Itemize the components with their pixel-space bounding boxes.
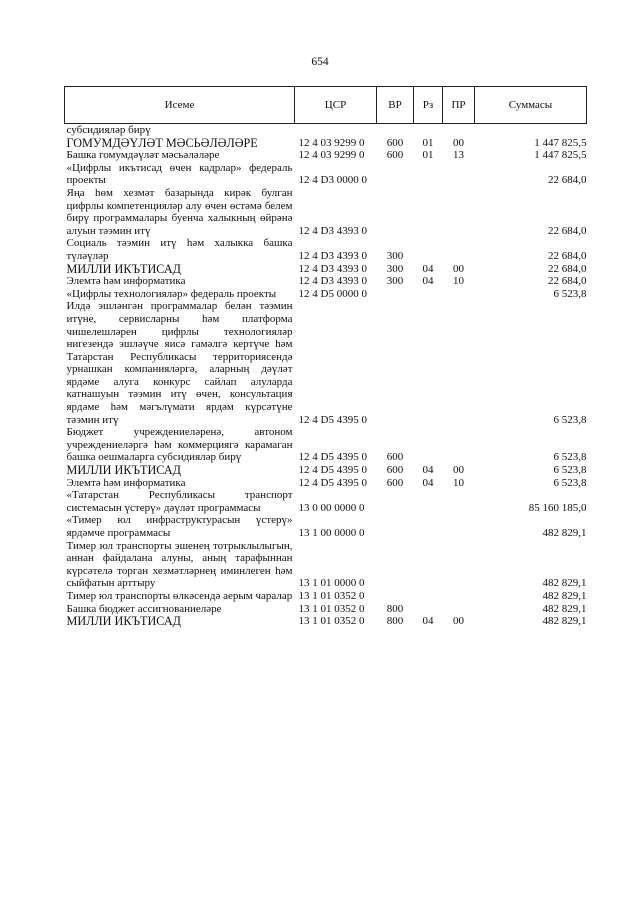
row-pr: 00: [453, 464, 464, 477]
row-rz: [414, 590, 443, 603]
row-csr: 12 4 03 9299 0: [298, 149, 365, 162]
row-pr: [443, 540, 475, 590]
row-vr: 800: [386, 615, 404, 628]
row-vr: 600: [386, 136, 404, 149]
row-name: Башка бюджет ассигнованиеләре: [66, 602, 222, 615]
row-rz: [414, 603, 443, 616]
row-rz: 04: [422, 275, 434, 288]
row-rz: [414, 300, 443, 426]
row-rz: 01: [422, 136, 434, 149]
table-row: [65, 187, 587, 237]
row-csr: 12 4 D5 4395 0: [298, 464, 367, 477]
row-vr: 600: [386, 451, 404, 464]
row-rz: [414, 187, 443, 237]
row-name: Тимер юл транспорты эшенең тотрыклылыгын, аннан файдалана алуны, аның тарафыннан күрсәтелә торган хезмәтләрнең иминлеген һәм сыйфатын арттыру: [66, 539, 293, 590]
row-sum: [475, 124, 587, 137]
row-name: «Цифрлы икътисад өчен кадрлар» федераль проекты: [66, 161, 293, 187]
row-name: Элемтә һәм информатика: [66, 476, 186, 489]
row-csr: 13 1 01 0000 0: [298, 577, 365, 590]
row-sum: 22 684,0: [548, 249, 587, 262]
row-pr: [443, 489, 475, 514]
row-rz: [414, 514, 443, 539]
row-rz: 04: [422, 615, 434, 628]
row-csr: 12 4 D3 4393 0: [298, 262, 367, 275]
row-name: Башка гомумдәүләт мәсьәләләре: [66, 149, 220, 162]
row-csr: 13 1 01 0352 0: [298, 615, 365, 628]
row-vr: [377, 288, 414, 301]
row-sum: 22 684,0: [548, 224, 587, 237]
row-csr: 13 1 00 0000 0: [298, 527, 365, 539]
header-sum: Суммасы: [475, 87, 587, 124]
row-sum: 22 684,0: [548, 174, 587, 187]
row-sum: 482 829,1: [542, 615, 587, 628]
budget-table: [64, 86, 587, 628]
row-rz: [414, 288, 443, 301]
row-csr: 12 4 D5 0000 0: [298, 287, 367, 300]
row-sum: 482 829,1: [542, 527, 587, 539]
header-csr: ЦСР: [295, 87, 377, 124]
row-csr: 12 4 D5 4395 0: [298, 476, 367, 489]
row-vr: 800: [386, 602, 404, 615]
row-sum: 6 523,8: [553, 476, 587, 489]
header-rz: Рз: [414, 87, 443, 124]
row-pr: 00: [453, 615, 464, 628]
table-body: [65, 124, 587, 628]
table-row: [65, 426, 587, 464]
row-pr: [443, 124, 475, 137]
table-row: [65, 288, 587, 301]
row-name: субсидияләр бирү: [66, 124, 151, 136]
row-name: Социаль тәэмин итү һәм халыкка башка түләүләр: [66, 237, 293, 262]
row-sum: 482 829,1: [542, 589, 587, 602]
table-row: [65, 237, 587, 262]
row-pr: [443, 288, 475, 301]
table-row: [65, 615, 587, 628]
row-rz: [414, 124, 443, 137]
header-name: Исеме: [65, 87, 295, 124]
row-name: Элемтә һәм информатика: [66, 275, 186, 288]
header-vr: ВР: [377, 87, 414, 124]
table-header: [65, 87, 587, 124]
row-rz: 04: [422, 476, 434, 489]
row-vr: 600: [386, 476, 404, 489]
row-vr: [377, 489, 414, 514]
row-csr: 13 1 01 0352 0: [298, 602, 365, 615]
row-vr: [377, 300, 414, 426]
row-vr: [377, 590, 414, 603]
table-row: [65, 464, 587, 477]
row-csr: 12 4 D3 0000 0: [298, 174, 367, 187]
row-pr: [443, 426, 475, 464]
page-number: 654: [311, 56, 329, 68]
row-sum: 1 447 825,5: [534, 136, 587, 149]
table-row: [65, 124, 587, 137]
row-vr: [377, 514, 414, 539]
header-pr: ПР: [443, 87, 475, 124]
table-row: [65, 590, 587, 603]
row-csr: 13 1 01 0352 0: [298, 589, 365, 602]
row-csr: 12 4 D5 4395 0: [298, 451, 367, 464]
table-row: [65, 275, 587, 288]
row-rz: 01: [422, 149, 434, 162]
row-rz: 04: [422, 262, 434, 275]
row-sum: 85 160 185,0: [528, 501, 587, 514]
row-vr: [377, 187, 414, 237]
row-pr: [443, 237, 475, 262]
row-sum: 6 523,8: [553, 287, 587, 300]
table-row: [65, 162, 587, 187]
row-name: «Цифрлы технологияләр» федераль проекты: [66, 287, 277, 300]
row-pr: [443, 162, 475, 187]
row-name: Бюджет учреждениеләренә, автоном учреждениеләргә һәм коммерциягә карамаган башка оешмаларга субсидияләр бирү: [66, 426, 293, 464]
row-name: «Тимер юл инфраструктурасын үстерү» ярдәмче программасы: [66, 514, 293, 539]
row-pr: 10: [453, 275, 464, 288]
row-vr: 600: [386, 149, 404, 162]
table-row: [65, 477, 587, 490]
row-vr: [377, 540, 414, 590]
row-csr: [295, 124, 377, 137]
row-pr: [443, 187, 475, 237]
row-rz: [414, 426, 443, 464]
table-row: [65, 514, 587, 539]
row-pr: 00: [453, 262, 464, 275]
row-sum: 1 447 825,5: [534, 149, 587, 162]
table-row: [65, 489, 587, 514]
row-csr: 12 4 D5 4395 0: [298, 413, 367, 426]
row-pr: [443, 300, 475, 426]
row-vr: 300: [386, 249, 404, 262]
row-rz: 04: [422, 464, 434, 477]
row-pr: [443, 603, 475, 616]
table-row: [65, 540, 587, 590]
row-csr: 13 0 00 0000 0: [298, 501, 365, 514]
table-row: [65, 300, 587, 426]
row-csr: 12 4 D3 4393 0: [298, 275, 367, 288]
row-vr: [377, 124, 414, 137]
row-name: Тимер юл транспорты өлкәсендә аерым чаралар: [66, 589, 293, 602]
row-csr: 12 4 D3 4393 0: [298, 249, 367, 262]
row-pr: [443, 590, 475, 603]
row-name: «Татарстан Республикасы транспорт системасын үстерү» дәүләт программасы: [66, 489, 293, 514]
table-row: [65, 149, 587, 162]
row-vr: 300: [386, 275, 404, 288]
table-row: [65, 137, 587, 150]
row-sum: 22 684,0: [548, 262, 587, 275]
row-sum: 482 829,1: [542, 577, 587, 590]
row-pr: 10: [453, 476, 464, 489]
row-sum: 6 523,8: [553, 451, 587, 464]
row-sum: 482 829,1: [542, 602, 587, 615]
row-name: МИЛЛИ ИКЪТИСАД: [66, 261, 181, 276]
row-rz: [414, 162, 443, 187]
row-name: Илдә эшләнгән программалар белән тәэмин итүне, сервисларны һәм платформа чишелешләрен цифрлы технологияләр нигезендә эшләүче яисә гамәлгә кертүче һәм Татарстан Республикасы территориясендә урнашкан компанияләргә, аларның дәүләт ярдәме алуга конкурс сайлап алуларда катнашуын тәэмин итү өчен, консультация ярдәме һәм мәгълүмати ярдәм күрсәтүне тәэмин итү: [66, 300, 293, 426]
row-vr: 300: [386, 262, 404, 275]
row-name: МИЛЛИ ИКЪТИСАД: [66, 463, 181, 478]
row-rz: [414, 540, 443, 590]
row-pr: [443, 514, 475, 539]
row-vr: [377, 162, 414, 187]
row-name: Яңа һөм хезмәт базарында кирәк булган цифрлы компетенцияләр алу өчен өстәмә белем бирү программалары буенча халыкның өйрәнә алуын тәэмин итү: [66, 186, 293, 237]
row-pr: 13: [453, 149, 464, 162]
row-sum: 22 684,0: [548, 275, 587, 288]
table-row: [65, 263, 587, 276]
row-rz: [414, 237, 443, 262]
row-sum: 6 523,8: [553, 464, 587, 477]
row-csr: 12 4 03 9299 0: [298, 136, 365, 149]
row-name: МИЛЛИ ИКЪТИСАД: [66, 614, 181, 629]
row-pr: 00: [453, 136, 464, 149]
row-rz: [414, 489, 443, 514]
row-name: ГОМУМДӘҮЛӘТ МӘСЬӘЛӘЛӘРЕ: [66, 135, 258, 150]
row-vr: 600: [386, 464, 404, 477]
row-csr: 12 4 D3 4393 0: [298, 224, 367, 237]
row-sum: 6 523,8: [553, 413, 587, 426]
